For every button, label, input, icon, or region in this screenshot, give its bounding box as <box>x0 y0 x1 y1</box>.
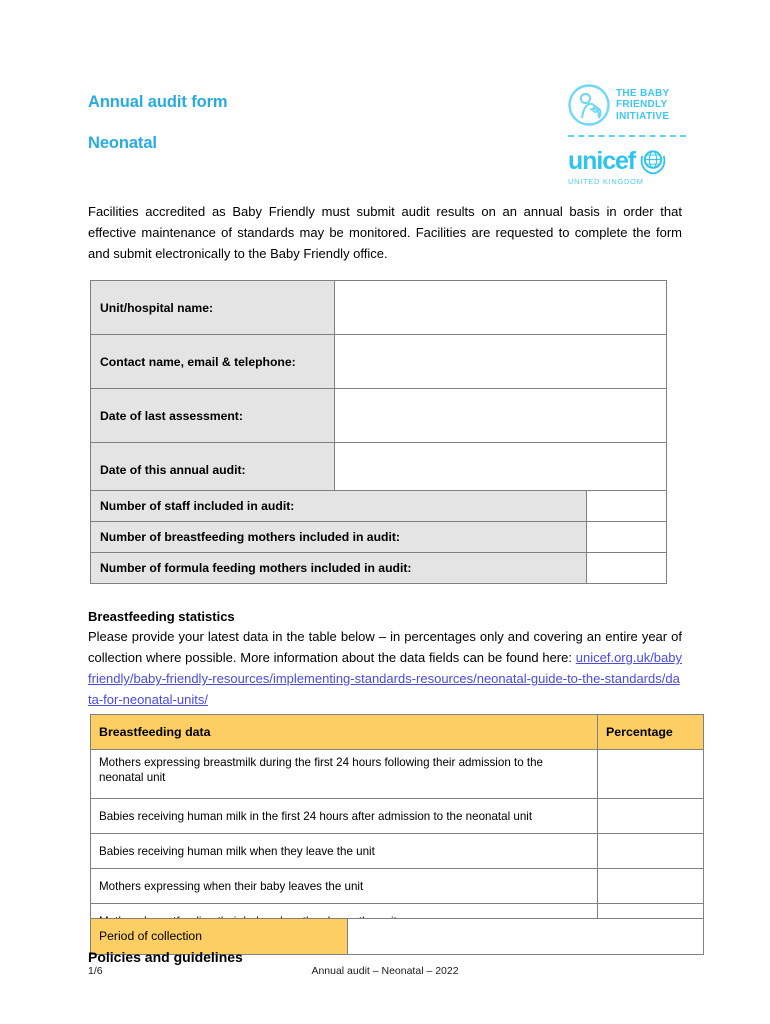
row-percentage-cell[interactable] <box>598 750 704 799</box>
row-label: Babies receiving human milk when they leave the unit <box>91 834 598 869</box>
data-fields-link[interactable]: unicef.org.uk/babyfriendly/baby-friendly-resources/implementing-standards-resources/neonatal-guide-to-the-standards/data-for-neonatal-units/ <box>88 650 682 707</box>
unicef-baby-friendly-logo <box>568 82 692 194</box>
table-header-row <box>91 715 704 750</box>
page-title: Annual audit form <box>88 93 228 111</box>
row-label: Contact name, email & telephone: <box>91 335 335 389</box>
row-input-cell[interactable] <box>335 389 667 443</box>
unicef-globe-icon <box>638 146 668 176</box>
table-row <box>91 750 704 799</box>
table-row <box>91 553 667 584</box>
page-number: 1/6 <box>88 965 103 977</box>
row-percentage-cell[interactable] <box>598 869 704 904</box>
table-row <box>91 869 704 904</box>
row-input-cell[interactable] <box>587 491 667 522</box>
row-input-cell[interactable] <box>335 281 667 335</box>
baby-friendly-initiative-lockup <box>568 82 692 128</box>
statistics-paragraph <box>88 626 682 710</box>
policies-heading: Policies and guidelines <box>88 949 243 965</box>
row-percentage-cell[interactable] <box>598 799 704 834</box>
intro-paragraph: Facilities accredited as Baby Friendly must submit audit results on an annual basis in order that effective maintenance of standards may be monitored. Facilities are requested to complete the form and submit electronically to the Baby Friendly office. <box>88 204 682 261</box>
page-footer <box>88 965 682 981</box>
document-header <box>88 82 692 194</box>
bfi-line-3: INITIATIVE <box>616 110 670 122</box>
row-input-cell[interactable] <box>587 522 667 553</box>
row-label: Babies receiving human milk in the first 24 hours after admission to the neonatal unit <box>91 799 598 834</box>
unicef-wordmark: unicef <box>568 147 636 175</box>
audit-counts-table <box>90 490 667 584</box>
row-label: Date of last assessment: <box>91 389 335 443</box>
statistics-body-text: Please provide your latest data in the table below – in percentages only and covering an entire year of collection where possible. More information about the data fields can be found here: <box>88 629 682 665</box>
row-input-cell[interactable] <box>587 553 667 584</box>
mother-and-baby-icon <box>568 84 610 126</box>
breastfeeding-data-rows <box>91 715 704 939</box>
bfi-line-2: FRIENDLY <box>616 99 668 111</box>
unicef-country-label: UNITED KINGDOM <box>568 177 644 186</box>
row-input-cell[interactable] <box>335 443 667 497</box>
column-header-data: Breastfeeding data <box>91 715 598 750</box>
row-percentage-cell[interactable] <box>598 834 704 869</box>
table-row <box>91 389 667 443</box>
column-header-percentage: Percentage <box>598 715 704 750</box>
period-input-cell[interactable] <box>348 919 704 955</box>
row-label: Date of this annual audit: <box>91 443 335 497</box>
row-label: Number of formula feeding mothers included in audit: <box>91 553 587 584</box>
table-row <box>91 281 667 335</box>
page-subtitle: Neonatal <box>88 134 157 152</box>
table-row <box>91 799 704 834</box>
statistics-heading: Breastfeeding statistics <box>88 609 235 624</box>
row-label: Number of staff included in audit: <box>91 491 587 522</box>
audit-counts-rows <box>91 491 667 584</box>
table-row <box>91 491 667 522</box>
table-row <box>91 834 704 869</box>
row-label: Mothers expressing when their baby leaves the unit <box>91 869 598 904</box>
logo-dashed-divider <box>568 135 686 137</box>
baby-friendly-wordmark <box>616 88 670 123</box>
row-label: Unit/hospital name: <box>91 281 335 335</box>
unicef-lockup <box>568 146 692 176</box>
row-input-cell[interactable] <box>335 335 667 389</box>
footer-document-label: Annual audit – Neonatal – 2022 <box>311 965 459 977</box>
breastfeeding-data-table <box>90 714 704 939</box>
period-label: Period of collection <box>91 919 348 955</box>
row-label: Mothers expressing breastmilk during the first 24 hours following their admission to the neonatal unit <box>91 750 598 799</box>
table-row <box>91 443 667 497</box>
row-label: Number of breastfeeding mothers included in audit: <box>91 522 587 553</box>
unit-details-tall-rows <box>91 281 667 497</box>
title-block <box>88 92 227 153</box>
table-row <box>91 522 667 553</box>
unit-details-table <box>90 280 667 497</box>
table-row <box>91 335 667 389</box>
bfi-line-1: THE BABY <box>616 87 670 99</box>
